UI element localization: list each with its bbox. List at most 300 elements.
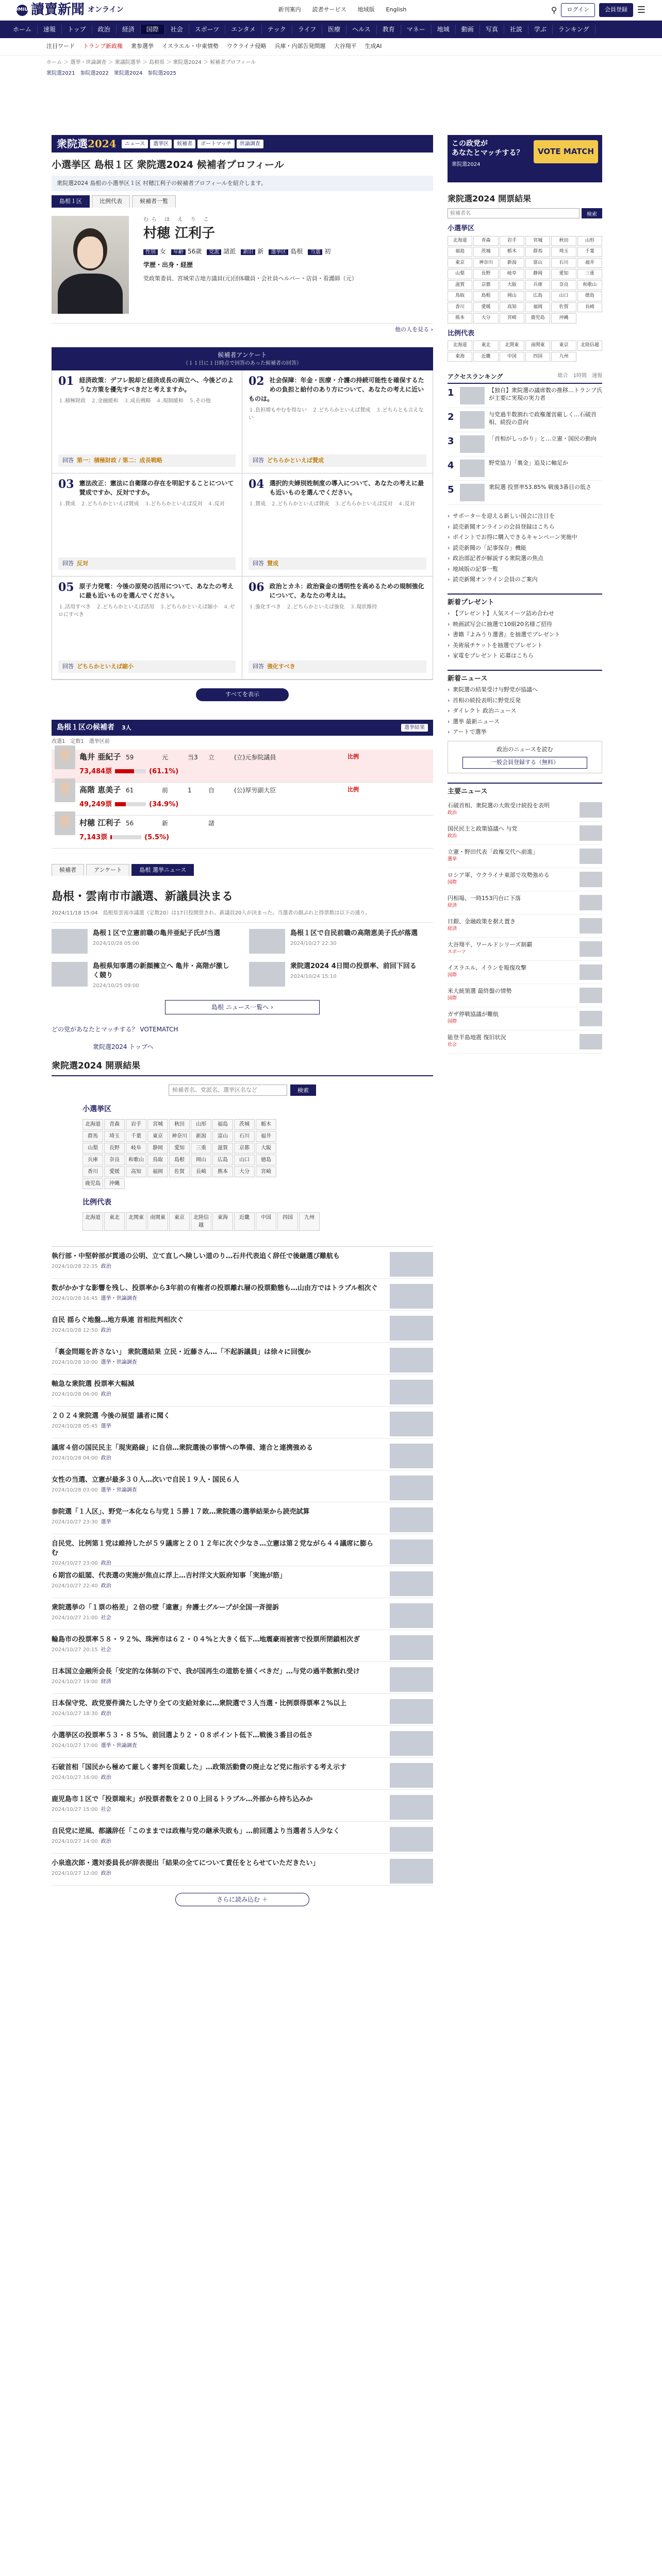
prefecture-link[interactable]: 大阪 xyxy=(256,1143,276,1154)
hot-topic-link[interactable]: イスラエル・中東情勢 xyxy=(162,43,219,50)
news-item[interactable] xyxy=(249,962,433,990)
header-link[interactable]: 新刊案内 xyxy=(278,6,301,13)
article-thumb xyxy=(390,1827,433,1852)
article-thumb xyxy=(390,1763,433,1788)
present-link[interactable]: › 家電をプレゼント 応募はこちら xyxy=(448,652,602,660)
gnav-item[interactable]: ホーム xyxy=(7,25,38,34)
main-news-item[interactable] xyxy=(448,1007,602,1030)
article-thumb xyxy=(390,1507,433,1532)
prefecture-link[interactable]: 福島 xyxy=(212,1119,233,1130)
block-link[interactable]: 九州 xyxy=(299,1212,320,1231)
article-row[interactable] xyxy=(52,1438,433,1470)
question-number: 06 xyxy=(249,581,264,594)
side-prefecture-link[interactable]: 兵庫 xyxy=(525,280,550,291)
side-block-link[interactable]: 東海 xyxy=(448,352,472,362)
ranking-item[interactable] xyxy=(448,456,602,481)
past-election-link[interactable]: 衆院選2021 xyxy=(46,71,75,76)
menu-icon[interactable]: ☰ xyxy=(637,5,646,15)
ranking-item[interactable] xyxy=(448,384,602,408)
side-prefecture-link[interactable]: 山形 xyxy=(577,236,602,246)
district-tab[interactable]: 比例代表 xyxy=(92,195,130,208)
side-block-link[interactable]: 四国 xyxy=(525,352,550,362)
present-link[interactable]: › 書籍『よみうり選書』を抽選でプレゼント xyxy=(448,631,602,639)
article-row[interactable] xyxy=(52,1470,433,1502)
main-news-item[interactable] xyxy=(448,822,602,845)
side-block-link[interactable]: 東北 xyxy=(473,341,498,351)
prefecture-link[interactable]: 愛媛 xyxy=(104,1166,125,1177)
prefecture-link[interactable]: 山形 xyxy=(191,1119,211,1130)
prefecture-link[interactable]: 群馬 xyxy=(82,1131,103,1142)
new-news-link[interactable]: › ダイレクト 政治ニュース xyxy=(448,707,602,716)
side-prefecture-link[interactable]: 熊本 xyxy=(448,313,472,324)
side-prefecture-link[interactable]: 徳島 xyxy=(577,291,602,301)
prefecture-link[interactable]: 広島 xyxy=(212,1155,233,1165)
candidate-row[interactable] xyxy=(52,783,433,816)
side-prefecture-link[interactable]: 高知 xyxy=(500,302,524,313)
gnav-item[interactable]: 写真 xyxy=(480,25,504,34)
header-link[interactable]: 地域版 xyxy=(357,6,375,13)
side-prefecture-link[interactable]: 奈良 xyxy=(551,280,576,291)
info-link[interactable]: › 読売新聞オンライン会員のご案内 xyxy=(448,575,602,584)
main-news-item[interactable] xyxy=(448,914,602,938)
info-link[interactable]: › 政治部記者が解説する衆院選の焦点 xyxy=(448,554,602,563)
votematch-link[interactable]: どの党があなたとマッチする？ VOTEMATCH xyxy=(52,1026,178,1033)
info-link[interactable]: › 読売新聞オンラインの会員登録はこちら xyxy=(448,523,602,532)
side-prefecture-link[interactable]: 大分 xyxy=(473,313,498,324)
side-prefecture-link[interactable]: 福井 xyxy=(577,258,602,268)
gnav-item[interactable]: 速報 xyxy=(38,25,62,34)
prefecture-link[interactable]: 東京 xyxy=(147,1131,168,1142)
gnav-item[interactable]: 地域 xyxy=(432,25,456,34)
article-meta xyxy=(52,1838,340,1845)
prefecture-link[interactable]: 岐阜 xyxy=(126,1143,146,1154)
prefecture-link[interactable]: 高知 xyxy=(126,1166,146,1177)
prefecture-link[interactable]: 埼玉 xyxy=(104,1131,125,1142)
side-prefecture-link[interactable]: 岡山 xyxy=(500,291,524,301)
side-prefecture-link[interactable]: 京都 xyxy=(473,280,498,291)
side-prefecture-link[interactable]: 岩手 xyxy=(500,236,524,246)
article-row[interactable] xyxy=(52,1790,433,1822)
question-text: 原子力発電：今後の原発の活用について、あなたの考えに最も近いものを選んでください。 xyxy=(79,583,234,599)
block-link[interactable]: 中国 xyxy=(256,1212,276,1231)
meta-gender: 性別 女 xyxy=(143,247,166,256)
hot-topic-link[interactable]: 注目ワード xyxy=(46,43,75,50)
side-prefecture-link[interactable]: 北海道 xyxy=(448,236,472,246)
block-link[interactable]: 東京 xyxy=(169,1212,190,1231)
prefecture-link[interactable]: 愛知 xyxy=(169,1143,190,1154)
block-link[interactable]: 東北 xyxy=(104,1212,125,1231)
news-item[interactable] xyxy=(249,929,433,954)
question-text: 経済政策：デフレ脱却と経済成長の両立へ、今後どのような方策を優先すべきだと考えますか。 xyxy=(79,377,234,393)
prefecture-link[interactable]: 宮崎 xyxy=(256,1166,276,1177)
article-row[interactable] xyxy=(52,1343,433,1375)
side-prefecture-link[interactable]: 鹿児島 xyxy=(525,313,550,324)
answer-value: 反対 xyxy=(77,560,88,567)
block-link[interactable]: 南関東 xyxy=(147,1212,168,1231)
prefecture-link[interactable]: 熊本 xyxy=(212,1166,233,1177)
article-title: 石破首相「国民から極めて厳しく審判を頂戴した」…政策活動費の廃止など党に指示する考え示す xyxy=(52,1763,347,1771)
ranking-number: 2 xyxy=(448,412,454,422)
prefecture-link[interactable]: 宮城 xyxy=(147,1119,168,1130)
header-link[interactable]: 読者サービス xyxy=(312,6,346,13)
article-thumb xyxy=(390,1444,433,1468)
survey-more-button[interactable]: すべてを表示 xyxy=(196,688,289,701)
article-category: 政治 xyxy=(101,1392,111,1398)
prefecture-link[interactable]: 鳥取 xyxy=(147,1155,168,1165)
ranking-item[interactable] xyxy=(448,481,602,505)
article-thumb xyxy=(390,1476,433,1500)
side-prefecture-link[interactable]: 栃木 xyxy=(500,247,524,257)
meta-term: 当選 初 xyxy=(308,247,330,256)
results-search-button[interactable]: 検索 xyxy=(290,1084,316,1096)
past-election-link[interactable]: 参院選2022 xyxy=(80,71,109,76)
gnav-item[interactable]: テック xyxy=(262,25,292,34)
article-row[interactable] xyxy=(52,1598,433,1630)
meta-status: 新旧 新 xyxy=(241,247,263,256)
main-news-item[interactable] xyxy=(448,1030,602,1054)
ad-sub: 衆院選2024 xyxy=(452,162,481,168)
prefecture-link[interactable]: 徳島 xyxy=(256,1155,276,1165)
gnav-item[interactable]: 国際 xyxy=(141,25,165,34)
prefecture-link[interactable]: 新潟 xyxy=(191,1131,211,1142)
prefecture-link[interactable]: 山口 xyxy=(234,1155,255,1165)
article-row[interactable] xyxy=(52,1726,433,1758)
prefecture-link[interactable]: 三重 xyxy=(191,1143,211,1154)
hot-topic-link[interactable]: 大谷翔平 xyxy=(334,43,357,50)
prefecture-link[interactable]: 岩手 xyxy=(126,1119,146,1130)
prefecture-link[interactable]: 福井 xyxy=(256,1131,276,1142)
candidate-row[interactable] xyxy=(52,816,433,849)
prefecture-link[interactable]: 富山 xyxy=(212,1131,233,1142)
prefecture-link[interactable]: 香川 xyxy=(82,1166,103,1177)
side-block-link[interactable]: 近畿 xyxy=(473,352,498,362)
gnav-item[interactable]: 政治 xyxy=(92,25,117,34)
gnav-item[interactable]: 教育 xyxy=(377,25,401,34)
candidates-sub: 改選1 定数1 選挙区前 xyxy=(52,738,110,744)
article-row[interactable] xyxy=(52,1406,433,1438)
hot-topic-link[interactable]: トランプ新政権 xyxy=(83,43,123,50)
prefecture-link[interactable]: 神奈川 xyxy=(169,1131,190,1142)
prefecture-link[interactable]: 静岡 xyxy=(147,1143,168,1154)
gnav-item[interactable]: トップ xyxy=(62,25,92,34)
gnav-item[interactable]: ヘルス xyxy=(346,25,377,34)
prefecture-link[interactable]: 福岡 xyxy=(147,1166,168,1177)
side-prefecture-link[interactable]: 長野 xyxy=(473,269,498,279)
main-news-text xyxy=(448,802,550,818)
header-link[interactable]: English xyxy=(386,6,407,13)
answer-label: 回答 xyxy=(253,456,264,464)
candidate-row-status: 前 xyxy=(162,786,169,794)
side-prefecture-link[interactable]: 福岡 xyxy=(525,302,550,313)
main-news-text xyxy=(448,825,518,841)
article-row[interactable] xyxy=(52,1854,433,1886)
side-prefecture-link[interactable]: 宮崎 xyxy=(500,313,524,324)
gnav-item[interactable]: ライフ xyxy=(292,25,322,34)
main-news-section: 国際 xyxy=(448,1019,457,1024)
new-news-link[interactable]: › 首相の続投表明に野党反発 xyxy=(448,697,602,705)
article-row[interactable] xyxy=(52,1534,433,1566)
main-news-item[interactable] xyxy=(448,891,602,914)
hot-topic-link[interactable]: ウクライナ侵略 xyxy=(226,43,267,50)
prefecture-link[interactable]: 鹿児島 xyxy=(82,1178,103,1189)
article-row[interactable] xyxy=(52,1758,433,1790)
side-prefecture-link[interactable]: 宮城 xyxy=(525,236,550,246)
side-prefecture-link[interactable]: 広島 xyxy=(525,291,550,301)
prefecture-link[interactable]: 岡山 xyxy=(191,1155,211,1165)
side-prefecture-link[interactable]: 石川 xyxy=(551,258,576,268)
present-link[interactable]: › 【プレゼント】人気スイーツ詰め合わせ xyxy=(448,609,602,618)
article-text xyxy=(52,1859,319,1880)
prefecture-link[interactable]: 長野 xyxy=(104,1143,125,1154)
past-election-link[interactable]: 参院選2025 xyxy=(147,71,176,76)
news-tab[interactable]: アンケート xyxy=(86,864,129,876)
register-button[interactable]: 会員登録 xyxy=(599,3,633,17)
ad-line2: あなたとマッチする？ xyxy=(452,149,524,158)
district-tab[interactable]: 島根１区 xyxy=(52,195,90,208)
side-prefecture-link[interactable]: 沖縄 xyxy=(551,313,576,324)
gnav-item[interactable]: マネー xyxy=(401,25,432,34)
question-answer xyxy=(58,660,236,673)
prefecture-link[interactable]: 千葉 xyxy=(126,1131,146,1142)
prefecture-link[interactable]: 石川 xyxy=(234,1131,255,1142)
main-news-block: 主要ニュース 石破首相、衆院選の大敗受け続投を表明 政治 国民民主と政策協議へ 与党 政治 立憲・野田代表「政権交代へ前進」 選挙 ロシア軍、ウクライナ東部で攻勢強める 国際 円相場、一時153円台に下落 経済 日銀、金融政策を据え置き 経済 大谷翔平、ワールドシリーズ制覇 スポーツ イスラエル、イランを報復攻撃 国際 米大統領選 最終盤の情勢 国際 ガザ停戦協議が難航 国際 能登半島地震 復旧状況 社会 xyxy=(448,783,602,1054)
prefecture-link[interactable]: 佐賀 xyxy=(169,1166,190,1177)
hot-topic-link[interactable]: 兵庫・内部告発問題 xyxy=(274,43,326,50)
side-search-input[interactable] xyxy=(448,208,580,218)
election-menu-item[interactable]: ボートマッチ xyxy=(197,140,235,148)
article-row[interactable] xyxy=(52,1502,433,1534)
side-prefecture-link[interactable]: 埼玉 xyxy=(551,247,576,257)
side-prefecture-link[interactable]: 新潟 xyxy=(500,258,524,268)
side-prefecture-link[interactable]: 和歌山 xyxy=(577,280,602,291)
prefecture-link[interactable]: 京都 xyxy=(234,1143,255,1154)
election-menu-item[interactable]: ニュース xyxy=(122,140,148,148)
article-date: 2024/10/27 19:00 xyxy=(52,1679,98,1685)
results-search-input[interactable] xyxy=(169,1084,287,1096)
prefecture-link[interactable]: 北海道 xyxy=(82,1119,103,1130)
hot-topics-nav xyxy=(0,38,662,56)
article-row[interactable] xyxy=(52,1279,433,1311)
present-link[interactable]: › 映画試写会に抽選で10組20名様ご招待 xyxy=(448,620,602,629)
side-prefecture-link[interactable]: 山梨 xyxy=(448,269,472,279)
side-prefecture-link[interactable]: 愛媛 xyxy=(473,302,498,313)
news-tab[interactable]: 島根 選挙ニュース xyxy=(131,864,194,876)
main-news-text xyxy=(448,849,538,864)
article-thumb xyxy=(390,1316,433,1341)
article-row[interactable] xyxy=(52,1311,433,1343)
news-headline[interactable]: 島根・雲南市市議選、新議員決まる xyxy=(52,890,234,903)
main-news-item[interactable] xyxy=(448,799,602,822)
side-prefecture-link[interactable]: 富山 xyxy=(525,258,550,268)
main-news-item[interactable] xyxy=(448,984,602,1007)
present-link[interactable]: › 美術展チケットを抽選でプレゼント xyxy=(448,641,602,650)
hot-topic-link[interactable]: 生成AI xyxy=(365,43,382,50)
news-item[interactable] xyxy=(52,929,236,954)
answer-value: 賛成 xyxy=(267,560,278,567)
prefecture-link[interactable]: 滋賀 xyxy=(212,1143,233,1154)
side-search-button[interactable]: 検索 xyxy=(582,208,602,218)
article-row[interactable] xyxy=(52,1694,433,1726)
candidate-row[interactable] xyxy=(52,750,433,783)
side-block-link[interactable]: 北陸信越 xyxy=(577,341,602,351)
side-prefecture-link[interactable]: 千葉 xyxy=(577,247,602,257)
site-logo[interactable] xyxy=(11,0,124,20)
votematch-ad[interactable] xyxy=(448,135,602,182)
news-item[interactable] xyxy=(52,962,236,990)
search-icon[interactable]: ⚲ xyxy=(551,5,557,15)
article-category: 政治 xyxy=(101,1264,111,1270)
article-row[interactable] xyxy=(52,1630,433,1662)
load-more-button[interactable]: さらに読み込む ＋ xyxy=(175,1893,309,1906)
past-election-link[interactable]: 衆院選2024 xyxy=(113,71,143,76)
election-banner-title[interactable] xyxy=(57,136,117,151)
side-prefecture-link[interactable]: 静岡 xyxy=(525,269,550,279)
article-title: 女性の当選、立憲が最多３０人…次いで自民１９人・国民６人 xyxy=(52,1476,240,1484)
side-prefecture-link[interactable]: 大阪 xyxy=(500,280,524,291)
candidate-votes xyxy=(79,767,234,777)
side-prefecture-link[interactable]: 佐賀 xyxy=(551,302,576,313)
main-news-item[interactable] xyxy=(448,938,602,961)
prefecture-link[interactable]: 秋田 xyxy=(169,1119,190,1130)
side-prefecture-link[interactable]: 秋田 xyxy=(551,236,576,246)
other-candidates-link[interactable]: 他の人を見る › xyxy=(395,326,433,333)
side-block-link[interactable]: 北海道 xyxy=(448,341,472,351)
article-category: 選挙 xyxy=(101,1519,111,1526)
prefecture-link[interactable]: 沖縄 xyxy=(104,1178,125,1189)
block-link[interactable]: 四国 xyxy=(277,1212,298,1231)
question-answer xyxy=(249,454,426,467)
side-prefecture-link[interactable]: 福島 xyxy=(448,247,472,257)
side-prefecture-link[interactable]: 青森 xyxy=(473,236,498,246)
prefecture-link[interactable]: 大分 xyxy=(234,1166,255,1177)
prefecture-link[interactable]: 長崎 xyxy=(191,1166,211,1177)
new-news-link[interactable]: › 選挙 最新ニュース xyxy=(448,718,602,726)
main-news-item[interactable] xyxy=(448,868,602,891)
article-category: 政治 xyxy=(101,1561,111,1567)
prefecture-link[interactable]: 和歌山 xyxy=(126,1155,146,1165)
main-news-title: 立憲・野田代表「政権交代へ前進」 xyxy=(448,849,538,855)
prefecture-link[interactable]: 島根 xyxy=(169,1155,190,1165)
prefecture-link[interactable]: 茨城 xyxy=(234,1119,255,1130)
side-block-link[interactable]: 東京 xyxy=(551,341,576,351)
side-prefecture-link[interactable]: 三重 xyxy=(577,269,602,279)
side-block-link[interactable]: 北関東 xyxy=(500,341,524,351)
gnav-item[interactable]: 経済 xyxy=(117,25,141,34)
prefecture-link[interactable]: 兵庫 xyxy=(82,1155,103,1165)
ranking-item[interactable] xyxy=(448,408,602,432)
ranking-title: 与党過半数割れで政権運営厳しく…石破首相、続投の意向 xyxy=(489,411,597,426)
prefecture-link[interactable]: 栃木 xyxy=(256,1119,276,1130)
block-link[interactable]: 北海道 xyxy=(82,1212,103,1231)
side-prefecture-link[interactable]: 茨城 xyxy=(473,247,498,257)
info-link[interactable]: › 地域版の記事一覧 xyxy=(448,565,602,574)
article-row[interactable] xyxy=(52,1375,433,1406)
gnav-item[interactable]: 医療 xyxy=(322,25,346,34)
article-category: 社会 xyxy=(101,1647,111,1653)
candidate-row-name xyxy=(79,817,126,829)
result-link[interactable]: 選挙結果 xyxy=(401,724,428,732)
side-prefecture-grid xyxy=(448,236,602,324)
article-meta xyxy=(52,1295,378,1302)
gnav-item[interactable]: 学ぶ xyxy=(528,25,553,34)
ranking-item[interactable] xyxy=(448,432,602,456)
side-prefecture-link[interactable]: 香川 xyxy=(448,302,472,313)
election-menu-item[interactable]: 候補者 xyxy=(174,140,195,148)
news-date: 2024/10/28 05:00 xyxy=(93,941,139,947)
article-text xyxy=(52,1252,340,1273)
side-prefecture-link[interactable]: 岐阜 xyxy=(500,269,524,279)
election-top-link[interactable]: 衆院選2024 トップへ xyxy=(93,1043,154,1051)
block-link[interactable]: 東海 xyxy=(212,1212,233,1231)
side-prefecture-link[interactable]: 長崎 xyxy=(577,302,602,313)
news-tab[interactable]: 候補者 xyxy=(52,864,84,876)
login-button[interactable]: ログイン xyxy=(561,3,594,17)
side-prefecture-link[interactable]: 東京 xyxy=(448,258,472,268)
side-block-link[interactable]: 九州 xyxy=(551,352,576,362)
hot-topic-link[interactable]: 衆参選挙 xyxy=(131,43,154,50)
side-block-link[interactable]: 中国 xyxy=(500,352,524,362)
article-date: 2024/10/27 22:40 xyxy=(52,1583,98,1589)
news-list-button[interactable]: 島根 ニュース一覧へ › xyxy=(165,1000,320,1014)
side-prefecture-link[interactable]: 神奈川 xyxy=(473,258,498,268)
side-prefecture-link[interactable]: 山口 xyxy=(551,291,576,301)
site-header xyxy=(0,0,662,21)
article-thumb xyxy=(390,1571,433,1596)
article-thumb xyxy=(390,1412,433,1436)
prefecture-link[interactable]: 山梨 xyxy=(82,1143,103,1154)
block-link[interactable]: 北陸信越 xyxy=(191,1212,211,1231)
article-thumb xyxy=(390,1795,433,1820)
prefecture-link[interactable]: 奈良 xyxy=(104,1155,125,1165)
gnav-item[interactable]: ランキング xyxy=(553,25,595,34)
main-news-item[interactable] xyxy=(448,961,602,984)
info-link[interactable]: › ポイントでお得に購入できるキャンペーン実施中 xyxy=(448,533,602,542)
info-link[interactable]: › 読売新聞の「記事保存」機能 xyxy=(448,544,602,553)
side-prefecture-link[interactable]: 鳥取 xyxy=(448,291,472,301)
article-row[interactable] xyxy=(52,1822,433,1854)
side-prefecture-link[interactable]: 群馬 xyxy=(525,247,550,257)
side-prefecture-link[interactable]: 愛知 xyxy=(551,269,576,279)
survey-question xyxy=(242,473,433,577)
article-date: 2024/10/27 21:00 xyxy=(52,1615,98,1621)
article-row[interactable] xyxy=(52,1662,433,1694)
gnav-item[interactable]: 社会 xyxy=(165,25,189,34)
side-prefecture-link[interactable]: 滋賀 xyxy=(448,280,472,291)
election-menu-item[interactable]: 選挙区 xyxy=(150,140,172,148)
block-link[interactable]: 近畿 xyxy=(234,1212,255,1231)
district-tab[interactable]: 候補者一覧 xyxy=(132,195,176,208)
new-news-link[interactable]: › 衆院選の結果受け与野党が協議へ xyxy=(448,686,602,694)
gnav-item[interactable]: エンタメ xyxy=(225,25,262,34)
votes-pct: (61.1%) xyxy=(149,767,179,775)
gnav-item[interactable]: 社説 xyxy=(504,25,528,34)
article-row[interactable] xyxy=(52,1566,433,1598)
main-news-title: 大谷翔平、ワールドシリーズ制覇 xyxy=(448,941,533,948)
signup-button[interactable]: 一般会員登録する（無料） xyxy=(462,757,587,769)
article-thumb xyxy=(390,1667,433,1692)
gnav-item[interactable]: スポーツ xyxy=(189,25,226,34)
gnav-item[interactable]: 動画 xyxy=(456,25,480,34)
prefecture-link[interactable]: 青森 xyxy=(104,1119,125,1130)
info-link[interactable]: › サポーターを迎える新しい国会に注目を xyxy=(448,512,602,521)
election-menu-item[interactable]: 世論調査 xyxy=(237,140,263,148)
side-block-link[interactable]: 南関東 xyxy=(525,341,550,351)
article-row[interactable] xyxy=(52,1247,433,1279)
new-news-link[interactable]: › アートで選挙 xyxy=(448,728,602,737)
side-prefecture-link[interactable]: 島根 xyxy=(473,291,498,301)
main-news-item[interactable] xyxy=(448,845,602,868)
block-link[interactable]: 北関東 xyxy=(126,1212,146,1231)
